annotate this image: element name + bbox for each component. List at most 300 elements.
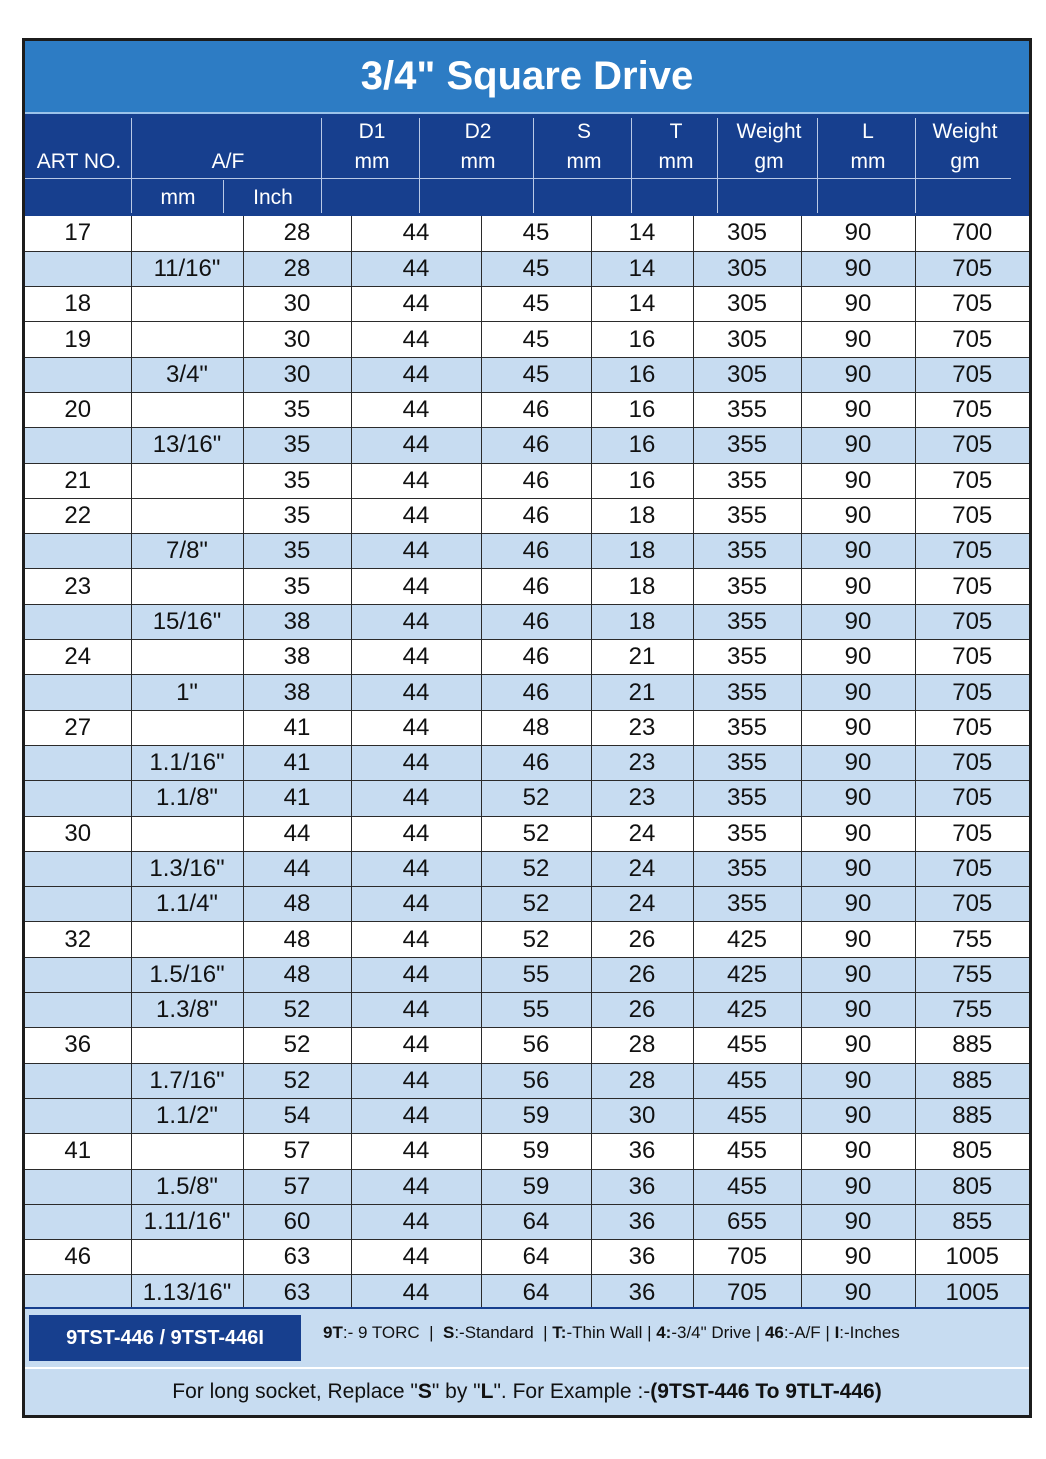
legend-key: T: — [552, 1323, 567, 1342]
cell-weight-long: 705 — [915, 498, 1029, 533]
cell-weight: 455 — [693, 1098, 801, 1133]
cell-d2: 44 — [351, 251, 481, 286]
cell-weight-long: 705 — [915, 463, 1029, 498]
cell-weight-long: 705 — [915, 640, 1029, 675]
cell-weight: 355 — [693, 710, 801, 745]
cell-art-no — [25, 1063, 131, 1098]
note-mid: " by " — [431, 1380, 481, 1403]
table-row — [25, 1134, 1029, 1169]
cell-art-no: 19 — [25, 322, 131, 357]
cell-weight: 355 — [693, 463, 801, 498]
header-divider — [533, 118, 534, 213]
cell-af-inch: 1.3/16" — [131, 851, 243, 886]
cell-l: 90 — [801, 604, 915, 639]
cell-l: 90 — [801, 957, 915, 992]
table-row — [25, 534, 1029, 569]
cell-art-no — [25, 428, 131, 463]
cell-weight: 425 — [693, 957, 801, 992]
cell-t: 28 — [591, 1028, 693, 1063]
spec-sheet — [22, 38, 1032, 1418]
cell-af-inch: 1.3/8" — [131, 993, 243, 1028]
cell-weight: 355 — [693, 569, 801, 604]
header-d1-label: D1 — [358, 120, 386, 143]
cell-d2: 44 — [351, 604, 481, 639]
cell-d2: 44 — [351, 1204, 481, 1239]
header-divider — [321, 118, 322, 213]
cell-t: 18 — [591, 569, 693, 604]
cell-l: 90 — [801, 887, 915, 922]
cell-s: 55 — [481, 993, 591, 1028]
cell-l: 90 — [801, 675, 915, 710]
cell-l: 90 — [801, 322, 915, 357]
cell-l: 90 — [801, 1028, 915, 1063]
cell-l: 90 — [801, 851, 915, 886]
cell-weight: 355 — [693, 745, 801, 780]
table-row — [25, 851, 1029, 886]
note-s: S — [417, 1380, 432, 1403]
legend-key: 9T — [323, 1323, 343, 1342]
cell-d2: 44 — [351, 1275, 481, 1310]
cell-weight-long: 885 — [915, 1098, 1029, 1133]
cell-l: 90 — [801, 922, 915, 957]
table-row — [25, 1098, 1029, 1133]
cell-af-mm: 48 — [243, 922, 351, 957]
cell-art-no: 30 — [25, 816, 131, 851]
cell-t: 36 — [591, 1134, 693, 1169]
cell-s: 46 — [481, 463, 591, 498]
cell-d2: 44 — [351, 1169, 481, 1204]
cell-t: 18 — [591, 604, 693, 639]
cell-s: 59 — [481, 1169, 591, 1204]
cell-af-inch — [131, 463, 243, 498]
legend-text: -Thin Wall | — [566, 1323, 657, 1342]
cell-weight-long: 705 — [915, 781, 1029, 816]
note-l: L — [480, 1380, 494, 1403]
cell-af-mm: 52 — [243, 993, 351, 1028]
cell-s: 46 — [481, 745, 591, 780]
cell-t: 28 — [591, 1063, 693, 1098]
cell-af-inch — [131, 498, 243, 533]
cell-af-inch — [131, 1134, 243, 1169]
cell-l: 90 — [801, 1098, 915, 1133]
cell-weight: 425 — [693, 993, 801, 1028]
table-row — [25, 1169, 1029, 1204]
cell-l: 90 — [801, 498, 915, 533]
cell-art-no — [25, 745, 131, 780]
cell-weight-long: 1005 — [915, 1240, 1029, 1275]
cell-t: 21 — [591, 640, 693, 675]
header-l — [819, 114, 917, 177]
table-row — [25, 675, 1029, 710]
cell-art-no — [25, 534, 131, 569]
header-weight-long-label: Weight — [932, 120, 998, 143]
cell-af-mm: 30 — [243, 357, 351, 392]
cell-d2: 44 — [351, 463, 481, 498]
cell-t: 16 — [591, 428, 693, 463]
header-t — [633, 114, 719, 177]
cell-af-mm: 41 — [243, 710, 351, 745]
cell-weight: 355 — [693, 392, 801, 427]
cell-art-no — [25, 675, 131, 710]
cell-weight-long: 705 — [915, 392, 1029, 427]
cell-weight: 355 — [693, 675, 801, 710]
header-weight-long — [917, 114, 1013, 177]
header-l-label: L — [862, 120, 874, 143]
cell-weight-long: 705 — [915, 569, 1029, 604]
table-row — [25, 322, 1029, 357]
cell-d2: 44 — [351, 922, 481, 957]
cell-af-mm: 35 — [243, 463, 351, 498]
cell-s: 59 — [481, 1098, 591, 1133]
cell-af-inch: 1.11/16" — [131, 1204, 243, 1239]
cell-weight-long: 705 — [915, 745, 1029, 780]
header-d2-label: D2 — [464, 120, 492, 143]
cell-af-inch: 1.5/16" — [131, 957, 243, 992]
cell-l: 90 — [801, 710, 915, 745]
cell-af-inch: 1.5/8" — [131, 1169, 243, 1204]
cell-af-mm: 35 — [243, 534, 351, 569]
cell-d2: 44 — [351, 1134, 481, 1169]
cell-weight: 355 — [693, 498, 801, 533]
cell-af-inch: 1.7/16" — [131, 1063, 243, 1098]
cell-t: 26 — [591, 957, 693, 992]
legend-text: :-Standard | — [454, 1323, 553, 1342]
long-socket-note — [25, 1367, 1029, 1415]
cell-d2: 44 — [351, 1240, 481, 1275]
cell-weight: 305 — [693, 322, 801, 357]
table-row — [25, 498, 1029, 533]
cell-t: 36 — [591, 1275, 693, 1310]
legend-text: :-Inches — [839, 1323, 900, 1342]
cell-l: 90 — [801, 357, 915, 392]
cell-af-inch: 3/4" — [131, 357, 243, 392]
cell-l: 90 — [801, 1240, 915, 1275]
cell-weight-long: 705 — [915, 851, 1029, 886]
cell-af-inch — [131, 1028, 243, 1063]
header-s — [535, 114, 633, 177]
cell-af-inch: 1.13/16" — [131, 1275, 243, 1310]
cell-s: 52 — [481, 816, 591, 851]
header-divider — [131, 118, 132, 213]
cell-af-mm: 28 — [243, 251, 351, 286]
cell-weight: 305 — [693, 251, 801, 286]
table-row — [25, 1275, 1029, 1310]
cell-d2: 44 — [351, 534, 481, 569]
cell-l: 90 — [801, 993, 915, 1028]
cell-weight: 355 — [693, 534, 801, 569]
cell-af-mm: 52 — [243, 1063, 351, 1098]
cell-af-mm: 35 — [243, 569, 351, 604]
legend-text: :-A/F | — [783, 1323, 835, 1342]
cell-d2: 44 — [351, 1028, 481, 1063]
cell-af-mm: 52 — [243, 1028, 351, 1063]
cell-t: 24 — [591, 887, 693, 922]
cell-weight: 355 — [693, 604, 801, 639]
cell-weight: 355 — [693, 781, 801, 816]
cell-af-mm: 38 — [243, 640, 351, 675]
cell-af-inch: 15/16" — [131, 604, 243, 639]
cell-d2: 44 — [351, 887, 481, 922]
header-weight — [719, 114, 819, 177]
table-row — [25, 1204, 1029, 1239]
table-row — [25, 1240, 1029, 1275]
table-row — [25, 287, 1029, 322]
cell-weight: 355 — [693, 640, 801, 675]
cell-weight-long: 705 — [915, 816, 1029, 851]
spec-table — [25, 216, 1029, 1311]
cell-weight: 455 — [693, 1169, 801, 1204]
header-art-no — [25, 114, 133, 177]
cell-d2: 44 — [351, 957, 481, 992]
cell-d2: 44 — [351, 710, 481, 745]
cell-af-inch: 1.1/4" — [131, 887, 243, 922]
cell-l: 90 — [801, 1063, 915, 1098]
cell-weight-long: 885 — [915, 1028, 1029, 1063]
header-af-inch-label: Inch — [253, 186, 293, 209]
cell-af-mm: 28 — [243, 216, 351, 251]
header-s-unit: mm — [566, 150, 602, 173]
cell-art-no — [25, 993, 131, 1028]
header-divider — [717, 118, 718, 213]
cell-t: 16 — [591, 322, 693, 357]
header-d1 — [323, 114, 421, 177]
header-t-unit: mm — [658, 150, 694, 173]
cell-af-mm: 57 — [243, 1169, 351, 1204]
cell-art-no: 21 — [25, 463, 131, 498]
cell-l: 90 — [801, 463, 915, 498]
cell-l: 90 — [801, 569, 915, 604]
page-title: 3/4" Square Drive — [25, 41, 1029, 114]
cell-af-mm: 60 — [243, 1204, 351, 1239]
legend-key: 46 — [764, 1323, 784, 1342]
header-divider — [915, 118, 916, 213]
cell-art-no — [25, 1169, 131, 1204]
cell-t: 24 — [591, 816, 693, 851]
cell-s: 56 — [481, 1063, 591, 1098]
cell-af-mm: 41 — [243, 745, 351, 780]
cell-s: 59 — [481, 1134, 591, 1169]
cell-af-inch — [131, 816, 243, 851]
cell-s: 52 — [481, 887, 591, 922]
cell-t: 26 — [591, 993, 693, 1028]
cell-art-no — [25, 1275, 131, 1310]
cell-d2: 44 — [351, 287, 481, 322]
cell-af-inch — [131, 216, 243, 251]
note-prefix: For long socket, Replace " — [172, 1380, 418, 1403]
cell-af-mm: 48 — [243, 887, 351, 922]
cell-s: 46 — [481, 569, 591, 604]
cell-weight: 305 — [693, 216, 801, 251]
cell-t: 14 — [591, 216, 693, 251]
legend-key: 4: — [656, 1323, 672, 1342]
cell-af-inch — [131, 392, 243, 427]
cell-l: 90 — [801, 816, 915, 851]
cell-l: 90 — [801, 1275, 915, 1310]
cell-art-no: 22 — [25, 498, 131, 533]
cell-l: 90 — [801, 428, 915, 463]
cell-s: 55 — [481, 957, 591, 992]
header-af-label: A/F — [211, 150, 245, 173]
note-example: (9TST-446 To 9TLT-446) — [650, 1380, 882, 1403]
table-row — [25, 216, 1029, 251]
cell-d2: 44 — [351, 675, 481, 710]
cell-l: 90 — [801, 287, 915, 322]
cell-l: 90 — [801, 640, 915, 675]
cell-d2: 44 — [351, 816, 481, 851]
table-row — [25, 392, 1029, 427]
cell-d2: 44 — [351, 993, 481, 1028]
header-af-mm — [133, 177, 223, 213]
cell-d2: 44 — [351, 781, 481, 816]
cell-weight-long: 805 — [915, 1134, 1029, 1169]
cell-af-mm: 35 — [243, 498, 351, 533]
header-divider — [223, 180, 224, 213]
cell-t: 24 — [591, 851, 693, 886]
cell-af-inch — [131, 1240, 243, 1275]
cell-af-inch: 7/8" — [131, 534, 243, 569]
cell-weight-long: 705 — [915, 357, 1029, 392]
cell-art-no — [25, 851, 131, 886]
cell-weight-long: 755 — [915, 957, 1029, 992]
cell-s: 52 — [481, 781, 591, 816]
table-row — [25, 922, 1029, 957]
cell-s: 52 — [481, 922, 591, 957]
cell-t: 16 — [591, 392, 693, 427]
note-suffix: ". For Example :- — [493, 1380, 651, 1403]
cell-s: 45 — [481, 287, 591, 322]
cell-t: 18 — [591, 534, 693, 569]
header-weight-long-unit: gm — [950, 150, 980, 173]
cell-af-mm: 63 — [243, 1275, 351, 1310]
table-row — [25, 640, 1029, 675]
header-d2 — [421, 114, 535, 177]
cell-art-no — [25, 781, 131, 816]
cell-weight-long: 705 — [915, 251, 1029, 286]
cell-art-no: 41 — [25, 1134, 131, 1169]
cell-t: 16 — [591, 357, 693, 392]
cell-d2: 44 — [351, 392, 481, 427]
header-af — [133, 114, 323, 177]
cell-af-mm: 54 — [243, 1098, 351, 1133]
cell-s: 46 — [481, 498, 591, 533]
cell-art-no — [25, 887, 131, 922]
cell-af-mm: 30 — [243, 322, 351, 357]
cell-weight: 455 — [693, 1063, 801, 1098]
cell-weight: 705 — [693, 1275, 801, 1310]
legend-key: S — [442, 1323, 455, 1342]
cell-weight-long: 705 — [915, 604, 1029, 639]
cell-art-no — [25, 1098, 131, 1133]
cell-l: 90 — [801, 216, 915, 251]
header-art-no-label: ART NO. — [36, 150, 122, 173]
table-row — [25, 463, 1029, 498]
cell-weight-long: 805 — [915, 1169, 1029, 1204]
cell-weight-long: 755 — [915, 922, 1029, 957]
cell-af-inch: 11/16" — [131, 251, 243, 286]
cell-weight: 305 — [693, 287, 801, 322]
cell-s: 46 — [481, 534, 591, 569]
cell-l: 90 — [801, 251, 915, 286]
table-row — [25, 251, 1029, 286]
cell-af-inch: 1.1/2" — [131, 1098, 243, 1133]
cell-weight: 705 — [693, 1240, 801, 1275]
header-d2-unit: mm — [460, 150, 496, 173]
cell-d2: 44 — [351, 745, 481, 780]
table-row — [25, 1063, 1029, 1098]
cell-art-no — [25, 251, 131, 286]
table-row — [25, 957, 1029, 992]
table-row — [25, 887, 1029, 922]
cell-weight-long: 1005 — [915, 1275, 1029, 1310]
cell-s: 45 — [481, 322, 591, 357]
cell-af-mm: 57 — [243, 1134, 351, 1169]
cell-weight-long: 705 — [915, 287, 1029, 322]
cell-l: 90 — [801, 1204, 915, 1239]
cell-weight: 305 — [693, 357, 801, 392]
cell-s: 46 — [481, 675, 591, 710]
cell-s: 45 — [481, 357, 591, 392]
table-row — [25, 745, 1029, 780]
cell-s: 52 — [481, 851, 591, 886]
cell-art-no: 23 — [25, 569, 131, 604]
cell-af-inch — [131, 322, 243, 357]
cell-art-no — [25, 957, 131, 992]
cell-weight-long: 755 — [915, 993, 1029, 1028]
cell-l: 90 — [801, 534, 915, 569]
cell-d2: 44 — [351, 1063, 481, 1098]
cell-weight: 455 — [693, 1134, 801, 1169]
cell-s: 64 — [481, 1204, 591, 1239]
cell-s: 46 — [481, 640, 591, 675]
legend-key: I — [834, 1323, 840, 1342]
table-row — [25, 781, 1029, 816]
header-af-inch — [223, 177, 323, 213]
cell-weight-long: 705 — [915, 428, 1029, 463]
cell-s: 45 — [481, 251, 591, 286]
cell-d2: 44 — [351, 322, 481, 357]
cell-art-no — [25, 357, 131, 392]
header-d1-unit: mm — [354, 150, 390, 173]
cell-af-inch — [131, 922, 243, 957]
cell-s: 46 — [481, 392, 591, 427]
cell-s: 64 — [481, 1275, 591, 1310]
cell-art-no: 46 — [25, 1240, 131, 1275]
table-row — [25, 428, 1029, 463]
cell-weight-long: 885 — [915, 1063, 1029, 1098]
cell-t: 21 — [591, 675, 693, 710]
header-divider — [419, 118, 420, 213]
cell-t: 23 — [591, 745, 693, 780]
cell-weight: 655 — [693, 1204, 801, 1239]
cell-l: 90 — [801, 392, 915, 427]
cell-art-no: 36 — [25, 1028, 131, 1063]
cell-d2: 44 — [351, 1098, 481, 1133]
cell-l: 90 — [801, 745, 915, 780]
table-row — [25, 357, 1029, 392]
cell-s: 46 — [481, 604, 591, 639]
header-divider — [817, 118, 818, 213]
table-row — [25, 1028, 1029, 1063]
cell-af-mm: 44 — [243, 851, 351, 886]
cell-d2: 44 — [351, 851, 481, 886]
cell-af-mm: 30 — [243, 287, 351, 322]
cell-t: 26 — [591, 922, 693, 957]
legend-text: -3/4" Drive | — [671, 1323, 765, 1342]
header-l-unit: mm — [850, 150, 886, 173]
cell-art-no: 27 — [25, 710, 131, 745]
cell-l: 90 — [801, 1134, 915, 1169]
cell-t: 18 — [591, 498, 693, 533]
